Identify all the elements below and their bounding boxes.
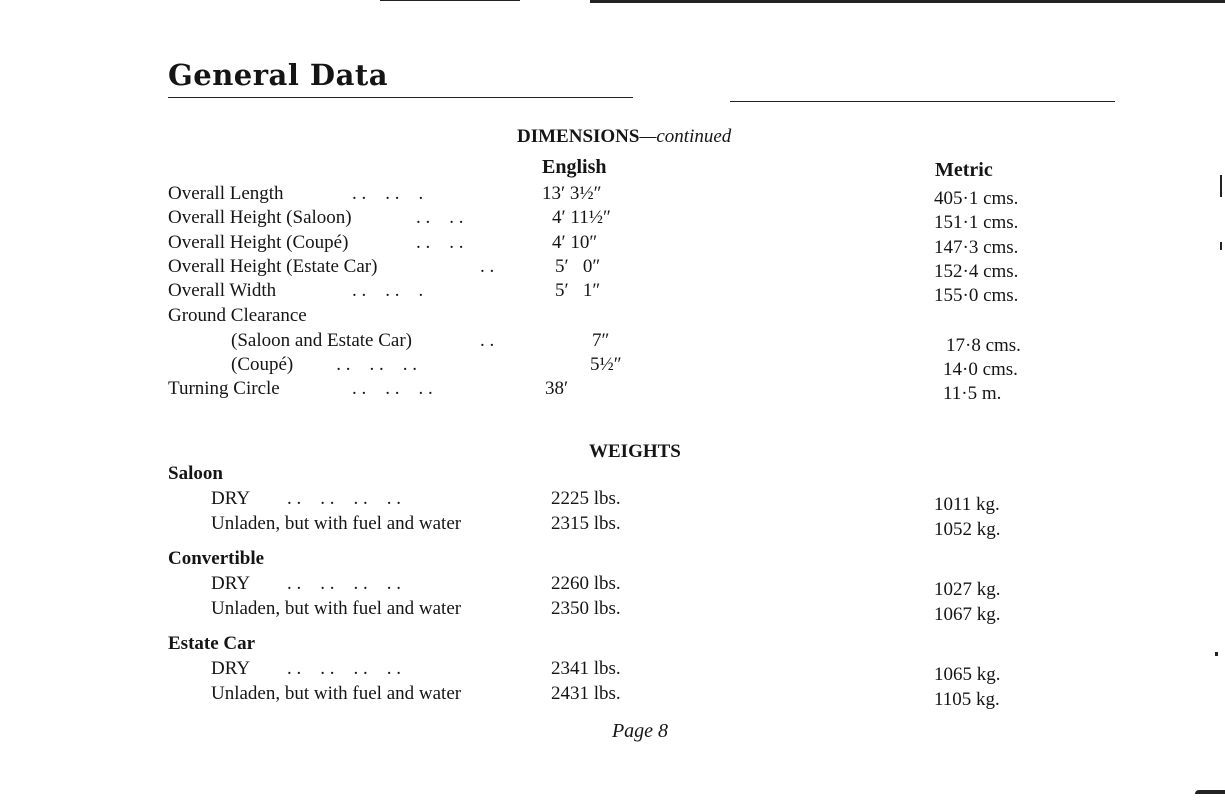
weight-row-saloon-dry bbox=[0, 488, 1225, 514]
weight-label: Unladen, but with fuel and water bbox=[211, 598, 462, 619]
weight-metric: 1011 kg. bbox=[934, 494, 1000, 515]
header-rule-right bbox=[730, 101, 1115, 102]
dimension-metric: 17·8 cms. bbox=[946, 335, 1021, 356]
scan-edge-top bbox=[590, 0, 1225, 3]
dimension-english: 38′ bbox=[545, 378, 569, 399]
weights-heading: WEIGHTS bbox=[589, 441, 681, 462]
dimension-english: 4′ 11½″ bbox=[552, 207, 611, 228]
dimension-english: 4′ 10″ bbox=[552, 232, 598, 253]
leader-dots: . . . . . . bbox=[352, 378, 433, 399]
leader-dots: . . . . . . . . bbox=[287, 488, 401, 509]
weight-metric: 1105 kg. bbox=[934, 689, 1000, 710]
dimension-metric: 14·0 cms. bbox=[943, 359, 1018, 380]
dimension-english: 13′ 3½″ bbox=[542, 183, 602, 204]
dimension-label: Overall Height (Saloon) bbox=[168, 207, 352, 228]
leader-dots: . . . . . bbox=[352, 183, 424, 204]
leader-dots: . . . . bbox=[416, 207, 464, 228]
weight-english: 2431 lbs. bbox=[551, 683, 621, 704]
weight-label: Unladen, but with fuel and water bbox=[211, 683, 462, 704]
dimension-row-clearance-saloon-estate bbox=[0, 330, 1225, 356]
scan-speck bbox=[1220, 175, 1222, 197]
dimension-english: 5′ 0″ bbox=[555, 256, 601, 277]
dimension-metric: 155·0 cms. bbox=[934, 285, 1019, 306]
scan-speck bbox=[1215, 652, 1218, 656]
dimension-row-overall-width bbox=[0, 280, 1225, 306]
scan-edge-top-left bbox=[380, 0, 520, 1]
dimension-label: Overall Height (Coupé) bbox=[168, 232, 349, 253]
column-header-english: English bbox=[542, 156, 607, 178]
dimension-row-height-estate bbox=[0, 256, 1225, 282]
dimension-metric: 405·1 cms. bbox=[934, 188, 1019, 209]
leader-dots: . . . . . . . . bbox=[287, 658, 401, 679]
dimension-row-overall-length bbox=[0, 183, 1225, 209]
scan-edge-right-corner bbox=[1195, 790, 1225, 794]
weight-row-saloon-unladen bbox=[0, 513, 1225, 539]
weight-english: 2260 lbs. bbox=[551, 573, 621, 594]
dimension-label: Overall Width bbox=[168, 280, 277, 301]
page-number: Page 8 bbox=[611, 720, 669, 742]
dimension-metric: 147·3 cms. bbox=[934, 237, 1019, 258]
dimensions-heading-text: DIMENSIONS bbox=[517, 126, 640, 147]
dimension-english: 7″ bbox=[592, 330, 610, 351]
header-rule-left bbox=[168, 97, 633, 98]
weight-label: DRY bbox=[211, 488, 251, 509]
weight-metric: 1052 kg. bbox=[934, 519, 1001, 540]
page-title: General Data bbox=[168, 58, 389, 92]
weight-group-saloon: Saloon bbox=[168, 463, 223, 484]
dimension-english: 5½″ bbox=[590, 354, 622, 375]
column-header-metric: Metric bbox=[935, 159, 993, 181]
weight-metric: 1027 kg. bbox=[934, 579, 1001, 600]
weight-row-estate-unladen bbox=[0, 683, 1225, 709]
leader-dots: . . bbox=[480, 330, 495, 351]
dimension-row-turning-circle bbox=[0, 378, 1225, 404]
scan-speck bbox=[1220, 242, 1222, 250]
weight-metric: 1067 kg. bbox=[934, 604, 1001, 625]
dimension-label: Ground Clearance bbox=[168, 305, 307, 326]
weight-row-estate-dry bbox=[0, 658, 1225, 684]
dimension-metric: 151·1 cms. bbox=[934, 212, 1019, 233]
weight-group-convertible: Convertible bbox=[168, 548, 265, 569]
dimension-row-height-coupe bbox=[0, 232, 1225, 258]
dimension-row-ground-clearance bbox=[0, 305, 1225, 331]
dimension-metric: 11·5 m. bbox=[943, 383, 1002, 404]
dimensions-heading bbox=[517, 126, 731, 148]
weight-label: DRY bbox=[211, 573, 251, 594]
weight-row-convertible-dry bbox=[0, 573, 1225, 599]
leader-dots: . . . . . . . . bbox=[287, 573, 401, 594]
dimension-label: Turning Circle bbox=[168, 378, 280, 399]
dimension-row-clearance-coupe bbox=[0, 354, 1225, 380]
weight-label: Unladen, but with fuel and water bbox=[211, 513, 462, 534]
dimensions-continued: —continued bbox=[639, 126, 732, 147]
dimension-label: (Saloon and Estate Car) bbox=[231, 330, 412, 351]
weight-label: DRY bbox=[211, 658, 251, 679]
weight-group-estate-car: Estate Car bbox=[168, 633, 256, 654]
dimension-row-height-saloon bbox=[0, 207, 1225, 233]
leader-dots: . . . . . . bbox=[322, 354, 417, 375]
weight-english: 2350 lbs. bbox=[551, 598, 621, 619]
weight-metric: 1065 kg. bbox=[934, 664, 1001, 685]
leader-dots: . . . . bbox=[416, 232, 464, 253]
weight-english: 2225 lbs. bbox=[551, 488, 621, 509]
leader-dots: . . bbox=[480, 256, 495, 277]
leader-dots: . . . . . bbox=[352, 280, 424, 301]
dimension-metric: 152·4 cms. bbox=[934, 261, 1019, 282]
dimension-english: 5′ 1″ bbox=[555, 280, 601, 301]
dimension-label: Overall Height (Estate Car) bbox=[168, 256, 378, 277]
weight-row-convertible-unladen bbox=[0, 598, 1225, 624]
dimension-label: (Coupé) bbox=[231, 354, 294, 375]
weight-english: 2315 lbs. bbox=[551, 513, 621, 534]
weight-english: 2341 lbs. bbox=[551, 658, 621, 679]
dimension-label: Overall Length bbox=[168, 183, 284, 204]
